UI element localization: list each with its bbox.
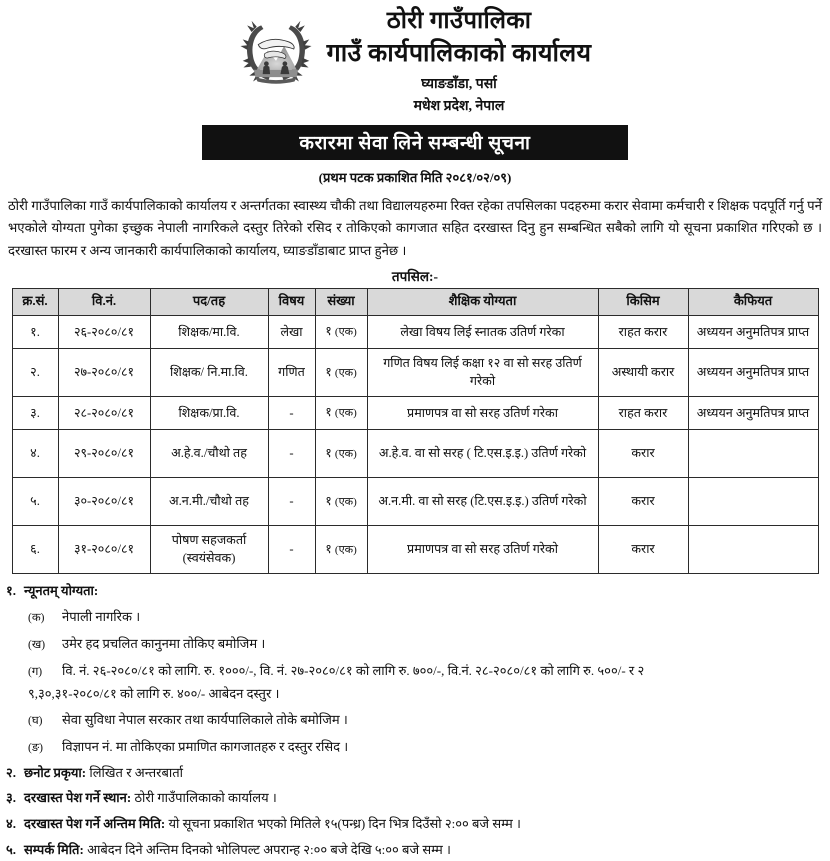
cell-remark: अध्ययन अनुमतिपत्र प्राप्त — [688, 396, 818, 429]
count-number: १ — [325, 493, 332, 508]
col-subject: विषय — [268, 288, 315, 315]
sub-item-ka-marker: (क) — [28, 612, 45, 625]
condition-1-title: न्यूनतम् योग्यता: — [24, 582, 99, 598]
condition-5-text: आबेदन दिने अन्तिम दिनको भोलिपल्ट अपरान्ह २:०० बजे देखि ५:०० बजे सम्म । — [83, 842, 451, 857]
count-word: (एक) — [334, 326, 357, 339]
cell-count — [315, 348, 367, 396]
cell-subject: गणित — [268, 348, 315, 396]
condition-item-3 — [6, 788, 824, 809]
cell-kind: राहत करार — [598, 396, 688, 429]
count-word: (एक) — [334, 543, 357, 556]
cell-post-level: अ.न.मी./चौथो तह — [150, 477, 268, 525]
details-label: तपसिल:- — [391, 268, 439, 284]
cell-count — [315, 477, 367, 525]
cell-serial-number: ५. — [12, 477, 58, 525]
col-serial-number: क्र.सं. — [12, 288, 58, 315]
condition-3-text: ठोरी गाउँपालिकाको कार्यालय । — [131, 790, 277, 806]
notice-title-banner: करारमा सेवा लिने सम्बन्धी सूचना — [202, 125, 628, 160]
sub-item-ga-continuation: ९,३०,३१-२०८०/८१ को लागि रु. ४००/- आबेदन दस्तुर । — [28, 686, 280, 702]
condition-4-text: यो सूचना प्रकाशित भएको मितिले १५(पन्ध्र) दिन भित्र दिउँसो २:०० बजे सम्म । — [165, 816, 521, 832]
cell-post-level: शिक्षक/ नि.मा.वि. — [150, 348, 268, 396]
minimum-qualification-sublist — [28, 606, 824, 757]
table-row — [12, 348, 818, 396]
count-number: १ — [325, 364, 332, 379]
cell-kind: करार — [598, 525, 688, 573]
cell-kind: करार — [598, 429, 688, 477]
cell-remark — [688, 429, 818, 477]
count-word: (एक) — [334, 447, 357, 460]
cell-qualification: अ.हे.व. वा सो सरह ( टि.एस.इ.इ.) उतिर्ण गरेको — [367, 429, 598, 477]
count-word: (एक) — [334, 407, 357, 420]
sub-item-nga-text: विज्ञापन नं. मा तोकिएका प्रमाणित कागजातहरु र दस्तुर रसिद । — [62, 738, 349, 754]
condition-item-5 — [6, 840, 824, 861]
address-line: घ्याङडाँडा, पर्सा — [421, 76, 497, 92]
condition-3-title: दरखास्त पेश गर्ने स्थान: — [24, 790, 132, 806]
cell-qualification: प्रमाणपत्र वा सो सरह उतिर्ण गरेको — [367, 525, 598, 573]
sub-item-ka — [28, 606, 824, 628]
col-qualification: शैक्षिक योग्यता — [367, 288, 598, 315]
cell-subject: - — [268, 429, 315, 477]
cell-qualification: अ.न.मी. वा सो सरह (टि.एस.इ.इ.) उतिर्ण गरेको — [367, 477, 598, 525]
cell-qualification: लेखा विषय लिई स्नातक उतिर्ण गरेका — [367, 315, 598, 348]
cell-qualification: गणित विषय लिई कक्षा १२ वा सो सरह उतिर्ण गरेको — [367, 348, 598, 396]
condition-4-number: ४. — [6, 816, 17, 832]
condition-item-1 — [6, 581, 824, 602]
publication-date: (प्रथम पटक प्रकाशित मिति २०८१/०२/०९) — [318, 169, 512, 185]
cell-post-level: अ.हे.व./चौथो तह — [150, 429, 268, 477]
nepal-government-emblem-icon — [239, 12, 313, 86]
table-row — [12, 525, 818, 573]
vacancy-table — [12, 288, 819, 574]
cell-qualification: प्रमाणपत्र वा सो सरह उतिर्ण गरेका — [367, 396, 598, 429]
col-advertisement-number: वि.नं. — [58, 288, 150, 315]
sub-item-gha-marker: (घ) — [28, 715, 43, 728]
col-post-level: पद/तह — [150, 288, 268, 315]
sub-item-gha — [28, 709, 824, 731]
sub-item-ga — [28, 660, 824, 682]
cell-serial-number: २. — [12, 348, 58, 396]
cell-kind: अस्थायी करार — [598, 348, 688, 396]
notice-intro-paragraph: ठोरी गाउँपालिका गाउँ कार्यपालिकाको कार्यालय र अन्तर्गतका स्वास्थ्य चौकी तथा विद्यालयहरुमा रिक्त रहेका तपसिलका पदहरुमा करार सेवामा कर्मचारी र शिक्षक पदपूर्ति गर्नु पर्ने भएकोले योग्यता पुगेका इच्छुक नेपाली नागरिकले दस्तुर तिरेको रसिद र तोकिएको कागजात सहित दरखास्त दिनु हुन सम्बन्धित सबैको लागि यो सूचना प्रकाशित गरिएको छ । दरखास्त फारम र अन्य जानकारी कार्यपालिकाको कार्यालय, घ्याङडाँडाबाट प्राप्त हुनेछ । — [8, 197, 822, 258]
table-body — [12, 315, 818, 573]
condition-1-number: १. — [6, 582, 17, 598]
sub-item-ka-text: नेपाली नागरिक । — [62, 609, 141, 625]
sub-item-nga — [28, 736, 824, 758]
cell-advertisement-number: २९-२०८०/८१ — [58, 429, 150, 477]
municipality-name: ठोरी गाउँपालिका — [386, 8, 532, 34]
condition-3-number: ३. — [6, 790, 17, 806]
sub-item-nga-marker: (ङ) — [28, 741, 43, 754]
cell-remark: अध्ययन अनुमतिपत्र प्राप्त — [688, 315, 818, 348]
document-header — [0, 0, 830, 116]
condition-5-number: ५. — [6, 842, 17, 857]
count-word: (एक) — [334, 495, 357, 508]
cell-remark: अध्ययन अनुमतिपत्र प्राप्त — [688, 348, 818, 396]
count-word: (एक) — [334, 366, 357, 379]
cell-serial-number: १. — [12, 315, 58, 348]
col-count: संख्या — [315, 288, 367, 315]
cell-advertisement-number: ३१-२०८०/८१ — [58, 525, 150, 573]
cell-subject: लेखा — [268, 315, 315, 348]
count-number: १ — [325, 324, 332, 339]
notice-banner-container — [0, 125, 830, 160]
sub-item-kha-text: उमेर हद प्रचलित कानुनमा तोकिए बमोजिम । — [62, 636, 266, 652]
cell-serial-number: ४. — [12, 429, 58, 477]
cell-advertisement-number: ३०-२०८०/८१ — [58, 477, 150, 525]
office-name: गाउँ कार्यपालिकाको कार्यालय — [326, 39, 592, 67]
count-number: १ — [325, 405, 332, 420]
table-row — [12, 477, 818, 525]
cell-subject: - — [268, 525, 315, 573]
condition-2-title: छनोट प्रकृया: — [24, 764, 87, 780]
cell-post-level: पोषण सहजकर्ता (स्वयंसेवक) — [150, 525, 268, 573]
cell-count — [315, 315, 367, 348]
sub-item-kha — [28, 633, 824, 655]
province-line: मधेश प्रदेश, नेपाल — [413, 98, 505, 114]
table-row — [12, 315, 818, 348]
condition-item-2 — [6, 763, 824, 784]
cell-count — [315, 429, 367, 477]
cell-kind: करार — [598, 477, 688, 525]
sub-item-gha-text: सेवा सुविधा नेपाल सरकार तथा कार्यपालिकाले तोके बमोजिम । — [62, 712, 348, 728]
count-number: १ — [325, 541, 332, 556]
cell-kind: राहत करार — [598, 315, 688, 348]
cell-serial-number: ६. — [12, 525, 58, 573]
condition-4-title: दरखास्त पेश गर्ने अन्तिम मिति: — [24, 816, 166, 832]
condition-2-number: २. — [6, 764, 17, 780]
table-row — [12, 429, 818, 477]
sub-item-ga-marker: (ग) — [28, 665, 43, 678]
sub-item-ga-text: वि. नं. २६-२०८०/८१ को लागि. रु. १०००/-, वि. नं. २७-२०८०/८१ को लागि रु. ७००/-, वि.नं. २८-२०८०/८१ को लागि रु. ५००/- र २ — [62, 662, 645, 678]
cell-remark — [688, 525, 818, 573]
cell-count — [315, 525, 367, 573]
condition-2-text: लिखित र अन्तरबार्ता — [86, 764, 184, 780]
cell-subject: - — [268, 396, 315, 429]
condition-item-4 — [6, 814, 824, 835]
count-number: १ — [325, 445, 332, 460]
cell-post-level: शिक्षक/प्रा.वि. — [150, 396, 268, 429]
cell-advertisement-number: २८-२०८०/८१ — [58, 396, 150, 429]
organization-titles — [327, 6, 592, 116]
cell-advertisement-number: २६-२०८०/८१ — [58, 315, 150, 348]
cell-subject: - — [268, 477, 315, 525]
conditions-list — [6, 581, 824, 861]
table-header-row — [12, 288, 818, 315]
cell-count — [315, 396, 367, 429]
table-row — [12, 396, 818, 429]
col-kind: किसिम — [598, 288, 688, 315]
cell-post-level: शिक्षक/मा.वि. — [150, 315, 268, 348]
col-remark: कैफियत — [688, 288, 818, 315]
cell-advertisement-number: २७-२०८०/८१ — [58, 348, 150, 396]
cell-remark — [688, 477, 818, 525]
sub-item-kha-marker: (ख) — [28, 639, 46, 652]
condition-5-title: सम्पर्क मिति: — [24, 842, 84, 857]
cell-serial-number: ३. — [12, 396, 58, 429]
